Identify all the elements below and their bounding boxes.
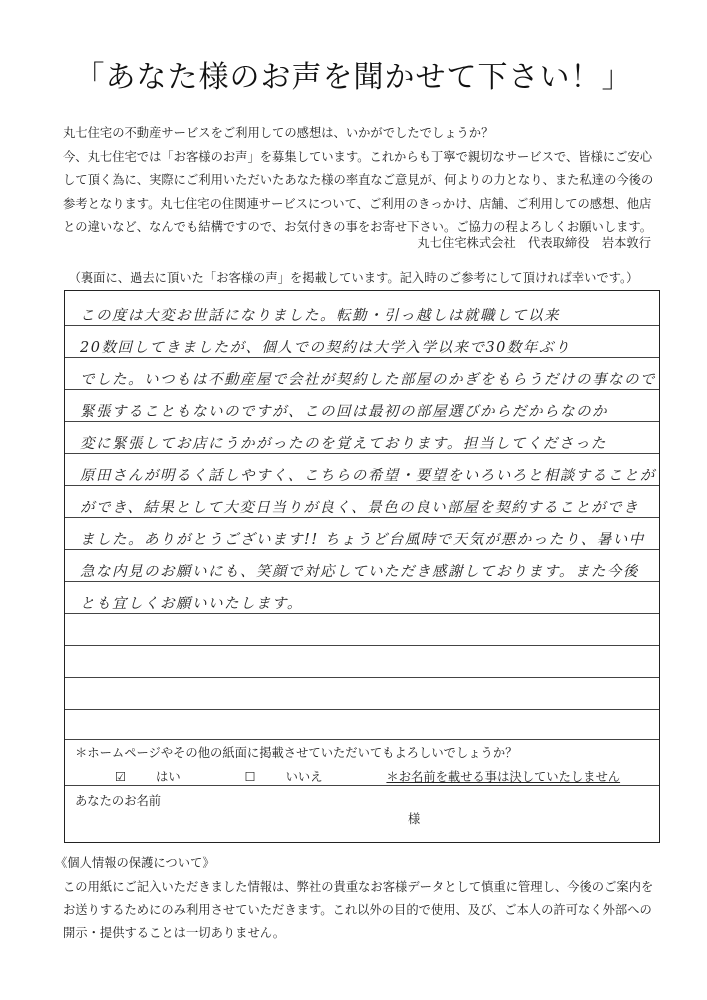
answer-yes-option[interactable] [115, 770, 211, 784]
name-privacy-notice: ＊お名前を載せる事は決していたしません [386, 770, 621, 784]
handwritten-line: この度は大変お世話になりました。転勤・引っ越しは就職して以来 [80, 308, 560, 324]
reference-note: （裏面に、過去に頂いた「お客様の声」を掲載しています。記入時のご参考にして頂ければ幸いです。） [68, 271, 639, 285]
intro-text [63, 122, 663, 240]
page-title: 「あなた様のお声を聞かせて下さい！」 [74, 60, 633, 95]
ruled-line [65, 325, 659, 326]
ruled-line [65, 485, 659, 486]
publish-answers [115, 767, 650, 785]
checkbox-checked-icon[interactable]: ☑ [115, 770, 127, 784]
ruled-line [65, 645, 659, 646]
comment-form-box [64, 290, 660, 843]
ruled-line [65, 709, 659, 710]
handwritten-line: 急な内見のお願いにも、笑顔で対応していただき感謝しております。また今後 [80, 564, 639, 580]
answer-no-label: いいえ [285, 770, 323, 784]
handwritten-line: ができ、結果として大変日当りが良く、景色の良い部屋を契約することができ [80, 500, 640, 516]
ruled-line [65, 739, 659, 740]
ruled-line [65, 613, 659, 614]
ruled-line [65, 785, 659, 786]
ruled-line [65, 581, 659, 582]
handwritten-line: 変に緊張してお店にうかがったのを覚えております。担当してくださった [80, 436, 607, 452]
intro-line: 参考となります。丸七住宅の住関連サービスについて、ご利用のきっかけ、店舗、ご利用しての感想、他店 [63, 196, 652, 211]
ruled-line [65, 453, 659, 454]
signature: 丸七住宅株式会社 代表取締役 岩本敦行 [417, 236, 651, 250]
name-honorific: 様 [408, 812, 421, 826]
intro-line: 今、丸七住宅では「お客様のお声」を募集しています。これからも丁寧で親切なサービスで、皆様にご安心 [63, 149, 653, 164]
privacy-line: お送りするためにのみ利用させていただきます。これ以外の目的で使用、及び、ご本人の許可なく外部への [63, 903, 652, 917]
answer-yes-label: はい [156, 770, 181, 784]
ruled-line [65, 421, 659, 422]
handwritten-line: でした。いつもは不動産屋で会社が契約した部屋のかぎをもらうだけの事なので [80, 372, 656, 388]
handwritten-line: 原田さんが明るく話しやすく、こちらの希望・要望をいろいろと相談することが [80, 468, 656, 484]
handwritten-line: とも宜しくお願いいたします。 [80, 596, 303, 612]
intro-line: との違いなど、なんでも結構ですので、お気付きの事をお寄せ下さい。ご協力の程よろしくお願いします。 [63, 220, 653, 234]
intro-line: 丸七住宅の不動産サービスをご利用しての感想は、いかがでしたでしょうか？ [63, 126, 494, 140]
ruled-line [65, 357, 659, 358]
privacy-text [63, 876, 663, 945]
handwritten-line: ました。ありがとうございます!! ちょうど台風時で天気が悪かったり、暑い中 [80, 532, 645, 548]
ruled-line [65, 389, 659, 390]
name-field-label: あなたのお名前 [75, 794, 162, 808]
publish-question: ＊ホームページやその他の紙面に掲載させていただいてもよろしいでしょうか？ [75, 746, 518, 760]
answer-no-option[interactable] [245, 770, 353, 784]
ruled-line [65, 549, 659, 550]
ruled-line [65, 677, 659, 678]
ruled-line [65, 517, 659, 518]
privacy-line: 開示・提供することは一切ありません。 [63, 926, 286, 940]
privacy-line: この用紙にご記入いただきました情報は、弊社の貴重なお客様データとして慎重に管理し、今後のご案内を [63, 880, 654, 894]
privacy-title: 《個人情報の保護について》 [55, 856, 215, 870]
handwritten-line: 20数回してきましたが、個人での契約は大学入学以来で30数年ぶり [80, 340, 571, 356]
handwritten-line: 緊張することもないのですが、この回は最初の部屋選びからだからなのか [80, 404, 608, 420]
checkbox-unchecked-icon[interactable]: ☐ [244, 770, 256, 784]
intro-line: して頂く為に、実際にご利用いただいたあなた様の率直なご意見が、何よりの力となり、また私達の今後の [63, 173, 654, 187]
